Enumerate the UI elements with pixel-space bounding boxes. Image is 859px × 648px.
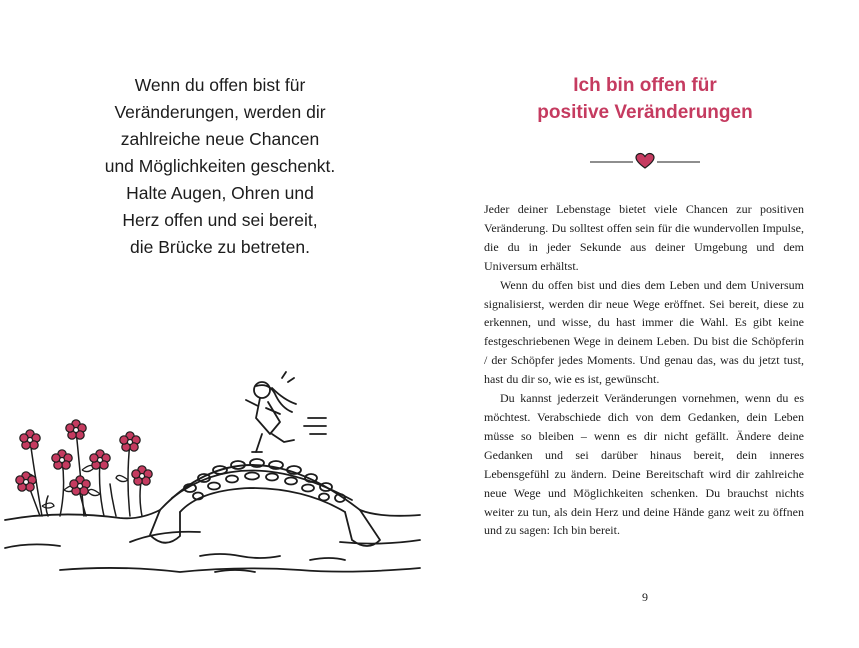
quote-line: Wenn du offen bist für [134,75,306,95]
title-line: positive Veränderungen [537,102,753,123]
right-page [430,0,859,648]
page-title [460,72,830,126]
quote-line: und Möglichkeiten geschenkt. [104,156,336,176]
quote-line: zahlreiche neue Chancen [120,129,320,149]
paragraph: Jeder deiner Lebenstage bietet viele Chancen zur positiven Veränderung. Du solltest offen sein für die wundervollen Impulse, die du in jeder Sekunde aus deiner Umgebung und dem Universum erhältst. [484,202,804,273]
quote-line: Veränderungen, werden dir [114,102,326,122]
quote-block [40,72,400,261]
quote-line: Halte Augen, Ohren und [126,183,314,203]
paragraph: Wenn du offen bist und dies dem Leben und dem Universum signalisierst, werden dir neue Wege eröffnet. Sei bereit, diese zu erkennen, und wisse, du hast immer die Wahl. Es gibt keine festgeschriebenen Wege in deinem Leben. Du bist die Schöpferin / der Schöpfer jedes Moments. Und genau das, was du jetzt tust, hast du dir so, wie es ist, gewünscht. [484,277,804,387]
paragraph: Du kannst jederzeit Veränderungen vornehmen, wenn du es möchtest. Verabschiede dich von dem Gedanken, dein Leben müsse so bleiben – wenn es dir nicht gefällt. Ändere deine Gedanken und sei darüber hinaus bereit, dein inneres Lebensgefühl zu ändern. Deine Bereitschaft wird dir zahlreiche neue Wege und Möglichkeiten schenken. Du brauchst nichts weiter zu tun, als dein Herz und deine Hände ganz weit zu öffnen und zu sagen: Ich bin bereit. [484,391,804,538]
heart-divider-icon [590,152,700,172]
quote-line: die Brücke zu betreten. [130,237,310,257]
body-text [484,200,804,540]
title-line: Ich bin offen für [573,75,717,96]
quote-line: Herz offen und sei bereit, [122,210,318,230]
page-number: 9 [642,590,648,604]
girl-running-over-bridge-illustration [0,360,430,590]
